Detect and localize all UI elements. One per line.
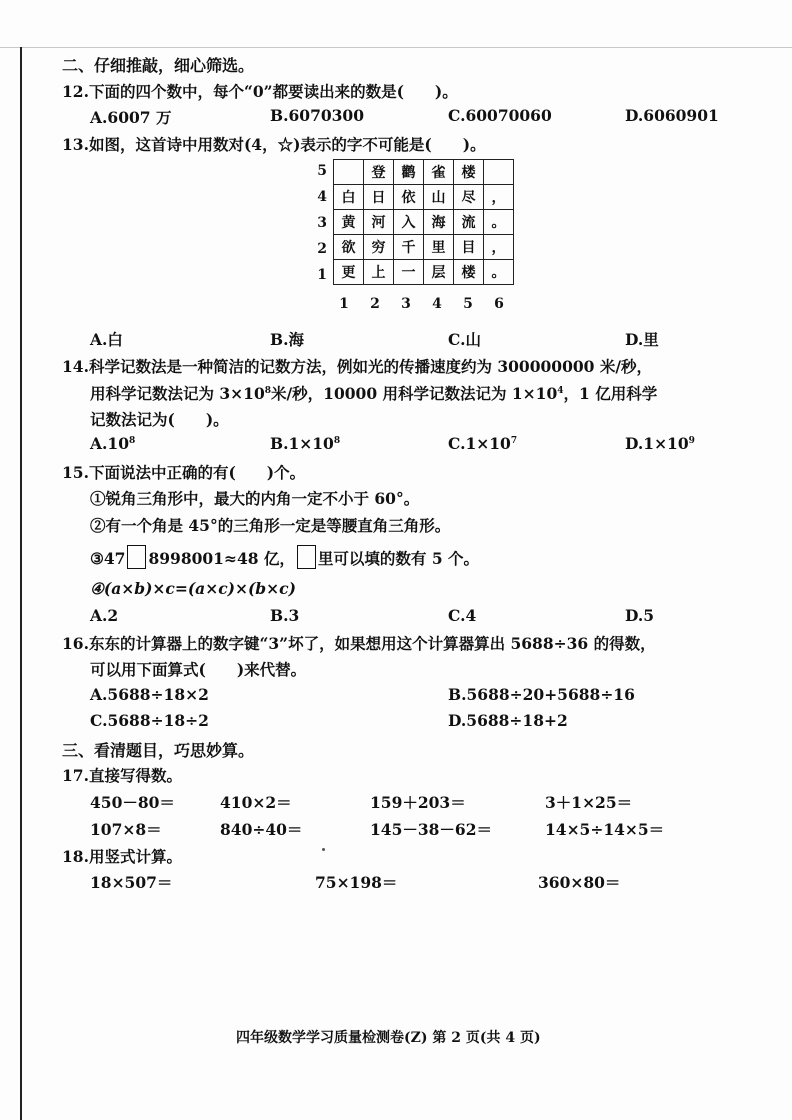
grid-cell: 河	[364, 210, 394, 235]
q14-option-a: $A.10^8$	[90, 434, 136, 453]
q16-line2: 可以用下面算式( )来代替。	[90, 660, 307, 679]
grid-col-label: 2	[370, 296, 380, 312]
grid-cell: 楼	[454, 260, 484, 285]
q16-option-b: B.5688÷20+5688÷16	[448, 685, 635, 704]
q15-statement-4: ④(a×b)×c=(a×c)×(b×c)	[90, 579, 296, 598]
q14-line2	[90, 382, 657, 404]
q15-statement-3: ③47 8998001≈48 亿， 里可以填的数有 5 个。	[90, 545, 479, 569]
grid-cell: 海	[424, 210, 454, 235]
q14-line1: 14.科学记数法是一种简洁的记数方法，例如光的传播速度约为 300000000 米/秒，	[62, 357, 652, 376]
grid-cell: 一	[394, 260, 424, 285]
page-footer: 四年级数学学习质量检测卷(Z) 第 2 页(共 4 页)	[236, 1030, 541, 1046]
q17-item: 14×5÷14×5＝	[545, 820, 665, 839]
grid-cell: 目	[454, 235, 484, 260]
q18-item: 360×80＝	[538, 873, 621, 892]
grid-row	[334, 160, 514, 185]
section-three-title: 三、看清题目，巧思妙算。	[62, 741, 255, 760]
q13-option-b: B.海	[270, 330, 304, 349]
grid-cell: 尽	[454, 185, 484, 210]
q14-option-d: $D.1\times 10^9$	[625, 434, 695, 453]
q16-option-c: C.5688÷18÷2	[90, 711, 209, 730]
grid-cell: 日	[364, 185, 394, 210]
grid-row	[334, 210, 514, 235]
q13-option-d: D.里	[625, 330, 659, 349]
grid-cell: 。	[484, 260, 514, 285]
q14-exponent: 4	[557, 385, 564, 396]
scan-speck	[322, 848, 325, 851]
grid-row-label: 5	[317, 163, 327, 179]
q16-line1: 16.东东的计算器上的数字键“3”坏了，如果想用这个计算器算出 5688÷36 的得数，	[62, 634, 656, 653]
q17-item: 3＋1×25＝	[545, 793, 633, 812]
grid-cell: 鹳	[394, 160, 424, 185]
grid-cell: 黄	[334, 210, 364, 235]
q14-line2-b: 米/秒，10000 用科学记数法记为 1×10	[271, 384, 558, 403]
q17-item: 145－38－62＝	[370, 820, 492, 839]
grid-cell: 登	[364, 160, 394, 185]
q15-option-a: A.2	[90, 606, 119, 625]
q15-stem: 15.下面说法中正确的有( )个。	[62, 463, 306, 482]
q13-option-a: A.白	[90, 330, 123, 349]
q17-stem: 17.直接写得数。	[62, 766, 182, 785]
q18-item: 75×198＝	[315, 873, 398, 892]
grid-cell: ，	[484, 185, 514, 210]
grid-row	[334, 185, 514, 210]
grid-cell: 穷	[364, 235, 394, 260]
q15-statement-2: ②有一个角是 45°的三角形一定是等腰直角三角形。	[90, 516, 451, 535]
grid-cell: 千	[394, 235, 424, 260]
q14-option-b: $B.1\times 10^8$	[270, 434, 341, 453]
q14-line2-a: 用科学记数法记为 3×10	[90, 384, 265, 403]
q14-line3: 记数法记为( )。	[90, 410, 229, 429]
q13-stem: 13.如图，这首诗中用数对(4，☆)表示的字不可能是( )。	[62, 135, 486, 154]
grid-cell	[334, 160, 364, 185]
grid-cell: 更	[334, 260, 364, 285]
grid-row-label: 2	[317, 241, 327, 257]
q18-item: 18×507＝	[90, 873, 173, 892]
grid-cell: 。	[484, 210, 514, 235]
grid-col-label: 3	[401, 296, 411, 312]
q16-option-d: D.5688÷18+2	[448, 711, 568, 730]
grid-cell	[484, 160, 514, 185]
q13-option-c: C.山	[448, 330, 481, 349]
grid-row	[334, 260, 514, 285]
grid-cell: 里	[424, 235, 454, 260]
section-two-title: 二、仔细推敲，细心筛选。	[62, 56, 255, 75]
grid-cell: 依	[394, 185, 424, 210]
grid-cell: 流	[454, 210, 484, 235]
q15-option-d: D.5	[625, 606, 655, 625]
grid-row	[334, 235, 514, 260]
grid-cell: 白	[334, 185, 364, 210]
q14-option-c: $C.1\times 10^7$	[448, 434, 518, 453]
grid-row-label: 1	[317, 267, 327, 283]
poem-grid	[333, 159, 514, 285]
grid-col-label: 1	[339, 296, 349, 312]
top-rule	[0, 47, 792, 48]
grid-cell: 上	[364, 260, 394, 285]
q15-statement-1: ①锐角三角形中，最大的内角一定不小于 60°。	[90, 489, 420, 508]
q15-option-c: C.4	[448, 606, 477, 625]
q15-option-b: B.3	[270, 606, 300, 625]
grid-cell: ，	[484, 235, 514, 260]
grid-cell: 入	[394, 210, 424, 235]
q14-line2-c: ，1 亿用科学	[563, 384, 658, 403]
grid-col-label: 6	[494, 296, 504, 312]
blank-box	[297, 545, 316, 569]
q16-option-a: A.5688÷18×2	[90, 685, 209, 704]
q14-exponent: 8	[264, 385, 272, 396]
grid-col-label: 5	[463, 296, 473, 312]
grid-cell: 层	[424, 260, 454, 285]
grid-row-label: 4	[317, 189, 327, 205]
grid-row-label: 3	[317, 215, 327, 231]
left-margin-line	[20, 47, 22, 1120]
q17-item: 107×8＝	[90, 820, 162, 839]
q17-item: 410×2＝	[220, 793, 292, 812]
grid-col-label: 4	[432, 296, 442, 312]
grid-cell: 楼	[454, 160, 484, 185]
grid-cell: 山	[424, 185, 454, 210]
grid-cell: 欲	[334, 235, 364, 260]
q17-item: 840÷40＝	[220, 820, 303, 839]
q17-item: 450－80＝	[90, 793, 175, 812]
q12-option-a: A.6007 万	[90, 108, 172, 127]
blank-box	[127, 545, 146, 569]
q17-item: 159＋203＝	[370, 793, 466, 812]
q18-stem: 18.用竖式计算。	[62, 847, 182, 866]
q12-option-b: B.6070300	[270, 106, 364, 125]
q12-option-c: C.60070060	[448, 106, 552, 125]
q12-stem: 12.下面的四个数中，每个“0”都要读出来的数是( )。	[62, 82, 458, 101]
grid-cell: 雀	[424, 160, 454, 185]
q12-option-d: D.6060901	[625, 106, 719, 125]
